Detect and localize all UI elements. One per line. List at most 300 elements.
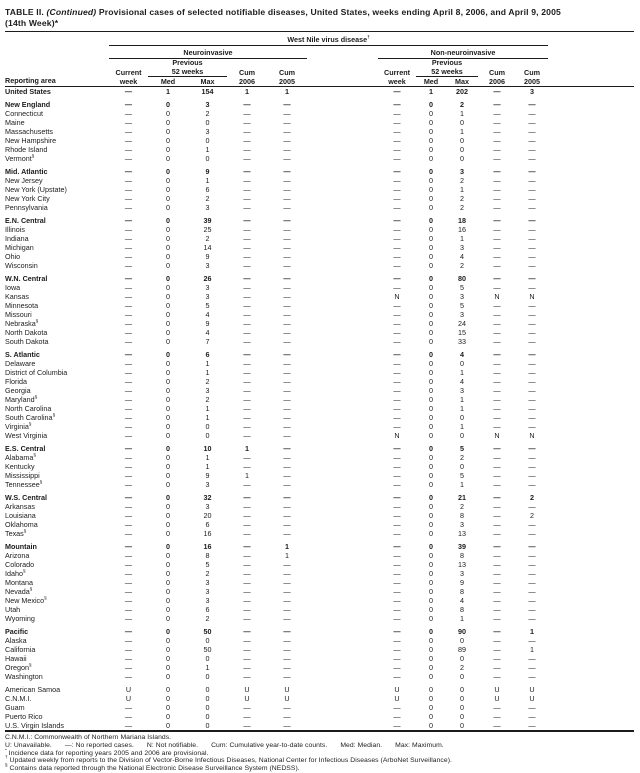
value-cell: — bbox=[243, 261, 251, 270]
value-cell: — bbox=[493, 645, 501, 654]
value-cell: — bbox=[493, 627, 501, 636]
value-cell: 2 bbox=[460, 502, 464, 511]
value-cell: 0 bbox=[429, 167, 433, 176]
value-cell: — bbox=[528, 471, 536, 480]
value-cell: 1 bbox=[205, 453, 210, 462]
value-cell: 0 bbox=[429, 283, 433, 292]
value-cell: 13 bbox=[458, 560, 466, 569]
column-gap bbox=[307, 596, 378, 605]
value-cell: — bbox=[243, 252, 251, 261]
column-gap bbox=[307, 377, 378, 386]
column-gap bbox=[307, 225, 378, 234]
table-row bbox=[5, 118, 634, 127]
table-row bbox=[5, 216, 634, 225]
value-cell: 32 bbox=[203, 493, 212, 502]
value-cell: — bbox=[243, 337, 251, 346]
value-cell: 10 bbox=[203, 444, 212, 453]
value-cell: — bbox=[283, 337, 291, 346]
value-cell: — bbox=[283, 636, 291, 645]
value-cell: — bbox=[283, 614, 291, 623]
column-gap bbox=[307, 368, 378, 377]
table-row bbox=[5, 614, 634, 623]
value-cell: 0 bbox=[460, 721, 464, 730]
value-cell: 0 bbox=[166, 310, 170, 319]
table-row bbox=[5, 167, 634, 176]
value-cell: 90 bbox=[458, 627, 466, 636]
column-gap bbox=[307, 283, 378, 292]
value-cell: 7 bbox=[205, 337, 210, 346]
value-cell: 0 bbox=[460, 636, 464, 645]
table-row bbox=[5, 368, 634, 377]
value-cell: 1 bbox=[460, 368, 464, 377]
trailing-cell bbox=[548, 283, 634, 292]
value-cell: 0 bbox=[166, 596, 170, 605]
reporting-area-cell: Arizona bbox=[5, 551, 30, 560]
value-cell: — bbox=[124, 587, 133, 596]
value-cell: — bbox=[493, 350, 501, 359]
table-row bbox=[5, 234, 634, 243]
value-cell: — bbox=[283, 359, 291, 368]
column-gap bbox=[307, 605, 378, 614]
value-cell: — bbox=[283, 225, 291, 234]
value-cell: — bbox=[528, 453, 536, 462]
value-cell: 0 bbox=[429, 560, 433, 569]
value-cell: 202 bbox=[456, 87, 468, 96]
reporting-area-header bbox=[5, 32, 109, 87]
value-cell: 0 bbox=[166, 194, 170, 203]
value-cell: — bbox=[243, 431, 251, 440]
value-cell: — bbox=[243, 551, 251, 560]
trailing-cell bbox=[548, 502, 634, 511]
column-gap bbox=[307, 252, 378, 261]
value-cell: — bbox=[124, 511, 133, 520]
value-cell: — bbox=[528, 672, 536, 681]
value-cell: 8 bbox=[205, 551, 210, 560]
value-cell: — bbox=[528, 100, 536, 109]
value-cell: — bbox=[243, 225, 251, 234]
reporting-area-cell: Pacific bbox=[5, 627, 29, 636]
value-cell: 0 bbox=[429, 413, 433, 422]
value-cell: N bbox=[529, 292, 535, 301]
value-cell: — bbox=[493, 404, 501, 413]
value-cell: — bbox=[243, 203, 251, 212]
value-cell: 1 bbox=[460, 395, 464, 404]
value-cell: 3 bbox=[460, 386, 464, 395]
reporting-area-cell: Maryland§ bbox=[5, 395, 38, 404]
value-cell: — bbox=[243, 614, 251, 623]
value-cell: — bbox=[124, 243, 133, 252]
value-cell: — bbox=[243, 328, 251, 337]
column-gap bbox=[307, 502, 378, 511]
value-cell: — bbox=[124, 636, 133, 645]
col-cum-2006: Cum 2006 bbox=[227, 59, 267, 87]
value-cell: — bbox=[493, 154, 501, 163]
value-cell: 5 bbox=[460, 444, 464, 453]
value-cell: 0 bbox=[166, 404, 170, 413]
table-row bbox=[5, 480, 634, 489]
value-cell: — bbox=[243, 502, 251, 511]
value-cell: 2 bbox=[205, 395, 210, 404]
value-cell: — bbox=[528, 377, 536, 386]
value-cell: — bbox=[393, 395, 401, 404]
value-cell: 25 bbox=[203, 225, 212, 234]
reporting-area-cell: New Jersey bbox=[5, 176, 43, 185]
title-table-number: TABLE II. bbox=[5, 7, 44, 17]
value-cell: 1 bbox=[205, 413, 210, 422]
table-row bbox=[5, 413, 634, 422]
value-cell: — bbox=[393, 176, 401, 185]
value-cell: — bbox=[283, 127, 291, 136]
reporting-area-cell: Hawaii bbox=[5, 654, 27, 663]
value-cell: 0 bbox=[166, 605, 170, 614]
value-cell: 3 bbox=[460, 310, 464, 319]
value-cell: — bbox=[124, 663, 133, 672]
value-cell: — bbox=[243, 216, 251, 225]
value-cell: — bbox=[283, 654, 291, 663]
column-gap bbox=[307, 127, 378, 136]
value-cell: — bbox=[528, 283, 536, 292]
value-cell: 0 bbox=[429, 596, 433, 605]
value-cell: — bbox=[124, 605, 133, 614]
trailing-cell bbox=[548, 216, 634, 225]
disease-header-row bbox=[5, 32, 634, 46]
value-cell: 8 bbox=[460, 551, 464, 560]
table-row bbox=[5, 663, 634, 672]
table-row bbox=[5, 511, 634, 520]
value-cell: — bbox=[393, 118, 401, 127]
column-gap bbox=[307, 663, 378, 672]
value-cell: — bbox=[528, 721, 536, 730]
value-cell: 1 bbox=[460, 480, 464, 489]
value-cell: 0 bbox=[429, 453, 433, 462]
reporting-area-cell: South Carolina§ bbox=[5, 413, 56, 422]
value-cell: 0 bbox=[429, 694, 433, 703]
table-row bbox=[5, 404, 634, 413]
reporting-area-cell: North Carolina bbox=[5, 404, 52, 413]
value-cell: U bbox=[125, 685, 132, 694]
reporting-area-cell: Iowa bbox=[5, 283, 21, 292]
value-cell: 0 bbox=[429, 243, 433, 252]
table-row bbox=[5, 87, 634, 97]
value-cell: 0 bbox=[429, 672, 433, 681]
value-cell: 0 bbox=[166, 292, 170, 301]
value-cell: — bbox=[124, 422, 133, 431]
column-gap bbox=[307, 395, 378, 404]
trailing-cell bbox=[548, 395, 634, 404]
value-cell: — bbox=[124, 252, 133, 261]
column-gap bbox=[307, 542, 378, 551]
value-cell: 80 bbox=[458, 274, 466, 283]
trailing-cell bbox=[548, 194, 634, 203]
trailing-cell bbox=[548, 493, 634, 502]
value-cell: — bbox=[243, 243, 251, 252]
value-cell: 0 bbox=[205, 654, 210, 663]
value-cell: 6 bbox=[205, 350, 210, 359]
value-cell: — bbox=[393, 167, 401, 176]
value-cell: — bbox=[283, 569, 291, 578]
value-cell: — bbox=[528, 520, 536, 529]
value-cell: 39 bbox=[203, 216, 212, 225]
value-cell: — bbox=[283, 663, 291, 672]
value-cell: — bbox=[393, 645, 401, 654]
value-cell: — bbox=[493, 480, 501, 489]
table-row bbox=[5, 350, 634, 359]
value-cell: — bbox=[243, 118, 251, 127]
trailing-cell bbox=[548, 587, 634, 596]
value-cell: 0 bbox=[205, 672, 210, 681]
value-cell: 1 bbox=[205, 145, 210, 154]
reporting-area-cell: New Mexico§ bbox=[5, 596, 47, 605]
value-cell: 50 bbox=[203, 627, 212, 636]
value-cell: 0 bbox=[166, 502, 170, 511]
value-cell: — bbox=[528, 413, 536, 422]
value-cell: — bbox=[283, 422, 291, 431]
trailing-cell bbox=[548, 560, 634, 569]
trailing-cell bbox=[548, 243, 634, 252]
value-cell: — bbox=[283, 203, 291, 212]
value-cell: — bbox=[393, 136, 401, 145]
table-row bbox=[5, 310, 634, 319]
table-row bbox=[5, 395, 634, 404]
value-cell: 0 bbox=[166, 569, 170, 578]
value-cell: 0 bbox=[166, 703, 170, 712]
value-cell: 0 bbox=[166, 203, 170, 212]
value-cell: — bbox=[243, 167, 251, 176]
value-cell: — bbox=[243, 404, 251, 413]
value-cell: — bbox=[493, 377, 501, 386]
value-cell: — bbox=[528, 551, 536, 560]
value-cell: 0 bbox=[429, 176, 433, 185]
value-cell: — bbox=[528, 542, 536, 551]
value-cell: — bbox=[393, 551, 401, 560]
value-cell: U bbox=[394, 685, 400, 694]
value-cell: — bbox=[243, 377, 251, 386]
value-cell: 0 bbox=[429, 645, 433, 654]
value-cell: — bbox=[283, 145, 291, 154]
value-cell: — bbox=[493, 176, 501, 185]
table-row bbox=[5, 560, 634, 569]
value-cell: 2 bbox=[205, 194, 210, 203]
value-cell: — bbox=[528, 252, 536, 261]
value-cell: — bbox=[528, 243, 536, 252]
value-cell: — bbox=[283, 395, 291, 404]
reporting-area-cell: Oregon§ bbox=[5, 663, 32, 672]
table-row bbox=[5, 185, 634, 194]
value-cell: N bbox=[494, 292, 500, 301]
header-trailing-spacer bbox=[548, 32, 634, 87]
trailing-cell bbox=[548, 444, 634, 453]
value-cell: 0 bbox=[429, 471, 433, 480]
value-cell: 0 bbox=[166, 261, 170, 270]
value-cell: — bbox=[493, 636, 501, 645]
value-cell: — bbox=[283, 587, 291, 596]
value-cell: 0 bbox=[429, 301, 433, 310]
footnote-mark: § bbox=[31, 154, 35, 159]
value-cell: — bbox=[528, 274, 536, 283]
value-cell: — bbox=[393, 480, 401, 489]
value-cell: 0 bbox=[166, 234, 170, 243]
value-cell: 0 bbox=[166, 395, 170, 404]
value-cell: — bbox=[243, 292, 251, 301]
value-cell: — bbox=[493, 578, 501, 587]
value-cell: 2 bbox=[205, 569, 210, 578]
reporting-area-cell: Oklahoma bbox=[5, 520, 38, 529]
column-gap bbox=[307, 359, 378, 368]
value-cell: — bbox=[243, 176, 251, 185]
value-cell: 1 bbox=[285, 542, 289, 551]
value-cell: — bbox=[493, 462, 501, 471]
value-cell: — bbox=[493, 127, 501, 136]
footnote-mark: § bbox=[28, 663, 32, 668]
value-cell: — bbox=[283, 712, 291, 721]
column-gap bbox=[307, 203, 378, 212]
value-cell: — bbox=[528, 185, 536, 194]
value-cell: — bbox=[124, 154, 133, 163]
value-cell: 33 bbox=[458, 337, 466, 346]
reporting-area-cell: Pennsylvania bbox=[5, 203, 48, 212]
table-row bbox=[5, 225, 634, 234]
value-cell: — bbox=[493, 663, 501, 672]
value-cell: — bbox=[393, 511, 401, 520]
value-cell: 21 bbox=[458, 493, 466, 502]
value-cell: 0 bbox=[429, 216, 433, 225]
reporting-area-cell: Mississippi bbox=[5, 471, 40, 480]
value-cell: — bbox=[124, 627, 133, 636]
value-cell: — bbox=[124, 274, 133, 283]
reporting-area-cell: U.S. Virgin Islands bbox=[5, 721, 64, 730]
column-gap bbox=[307, 645, 378, 654]
value-cell: — bbox=[283, 480, 291, 489]
footnote-mark: § bbox=[33, 453, 36, 458]
value-cell: 9 bbox=[205, 167, 210, 176]
column-gap bbox=[307, 261, 378, 270]
value-cell: 0 bbox=[166, 283, 170, 292]
value-cell: — bbox=[393, 328, 401, 337]
value-cell: — bbox=[528, 194, 536, 203]
table-row bbox=[5, 569, 634, 578]
reporting-area-cell: Florida bbox=[5, 377, 27, 386]
value-cell: — bbox=[393, 274, 401, 283]
value-cell: — bbox=[283, 109, 291, 118]
value-cell: — bbox=[528, 359, 536, 368]
value-cell: 1 bbox=[285, 551, 289, 560]
value-cell: — bbox=[283, 721, 291, 730]
value-cell: 1 bbox=[429, 87, 433, 96]
value-cell: — bbox=[283, 243, 291, 252]
footnote-mark: § bbox=[23, 569, 26, 574]
value-cell: 0 bbox=[205, 636, 210, 645]
value-cell: — bbox=[393, 529, 401, 538]
value-cell: 0 bbox=[205, 118, 210, 127]
value-cell: — bbox=[393, 471, 401, 480]
value-cell: — bbox=[393, 587, 401, 596]
value-cell: — bbox=[493, 337, 501, 346]
value-cell: 0 bbox=[166, 551, 170, 560]
trailing-cell bbox=[548, 368, 634, 377]
title-text: Provisional cases of selected notifiable diseases, United States, weeks ending April 8, 2006, and April 9, 2005 bbox=[98, 7, 561, 17]
value-cell: — bbox=[124, 310, 133, 319]
value-cell: — bbox=[124, 136, 133, 145]
table-row bbox=[5, 685, 634, 694]
value-cell: 0 bbox=[460, 654, 464, 663]
value-cell: 0 bbox=[429, 109, 433, 118]
title-line-2: (14th Week)* bbox=[5, 17, 59, 28]
footnote-mark: § bbox=[35, 319, 39, 324]
value-cell: — bbox=[124, 337, 133, 346]
trailing-cell bbox=[548, 431, 634, 440]
value-cell: — bbox=[124, 712, 133, 721]
value-cell: — bbox=[493, 203, 501, 212]
value-cell: — bbox=[124, 542, 133, 551]
value-cell: — bbox=[528, 462, 536, 471]
value-cell: — bbox=[243, 663, 251, 672]
value-cell: 0 bbox=[429, 310, 433, 319]
value-cell: U bbox=[244, 685, 250, 694]
value-cell: 8 bbox=[460, 587, 464, 596]
reporting-area-cell: Virginia§ bbox=[5, 422, 32, 431]
value-cell: — bbox=[124, 386, 133, 395]
value-cell: N bbox=[529, 431, 535, 440]
table-row bbox=[5, 672, 634, 681]
value-cell: 89 bbox=[458, 645, 466, 654]
value-cell: 0 bbox=[429, 542, 433, 551]
reporting-area-cell: North Dakota bbox=[5, 328, 48, 337]
value-cell: N bbox=[394, 292, 400, 301]
value-cell: U bbox=[529, 694, 535, 703]
value-cell: — bbox=[124, 350, 133, 359]
column-gap bbox=[307, 422, 378, 431]
value-cell: 0 bbox=[429, 386, 433, 395]
value-cell: — bbox=[283, 502, 291, 511]
value-cell: — bbox=[283, 154, 291, 163]
value-cell: 0 bbox=[429, 587, 433, 596]
column-gap bbox=[307, 529, 378, 538]
value-cell: 0 bbox=[166, 511, 170, 520]
table-row bbox=[5, 337, 634, 346]
table-row bbox=[5, 542, 634, 551]
value-cell: 0 bbox=[429, 377, 433, 386]
trailing-cell bbox=[548, 203, 634, 212]
value-cell: — bbox=[493, 422, 501, 431]
footnote-key-item: U: Unavailable. bbox=[5, 741, 52, 749]
value-cell: — bbox=[493, 560, 501, 569]
value-cell: — bbox=[243, 542, 251, 551]
value-cell: — bbox=[493, 194, 501, 203]
value-cell: 2 bbox=[205, 109, 210, 118]
column-gap bbox=[307, 587, 378, 596]
value-cell: 9 bbox=[460, 578, 464, 587]
value-cell: — bbox=[393, 301, 401, 310]
value-cell: 0 bbox=[429, 154, 433, 163]
value-cell: — bbox=[124, 194, 133, 203]
value-cell: — bbox=[124, 480, 133, 489]
value-cell: 2 bbox=[530, 493, 534, 502]
value-cell: 1 bbox=[166, 87, 170, 96]
value-cell: N bbox=[394, 431, 400, 440]
value-cell: — bbox=[493, 216, 501, 225]
column-gap bbox=[307, 194, 378, 203]
column-gap bbox=[307, 274, 378, 283]
value-cell: — bbox=[283, 100, 291, 109]
column-gap bbox=[307, 154, 378, 163]
value-cell: — bbox=[393, 672, 401, 681]
table-row bbox=[5, 261, 634, 270]
value-cell: 0 bbox=[429, 395, 433, 404]
reporting-area-cell: Nevada§ bbox=[5, 587, 33, 596]
reporting-area-cell: United States bbox=[5, 87, 51, 96]
table-row bbox=[5, 694, 634, 703]
value-cell: 0 bbox=[460, 685, 464, 694]
